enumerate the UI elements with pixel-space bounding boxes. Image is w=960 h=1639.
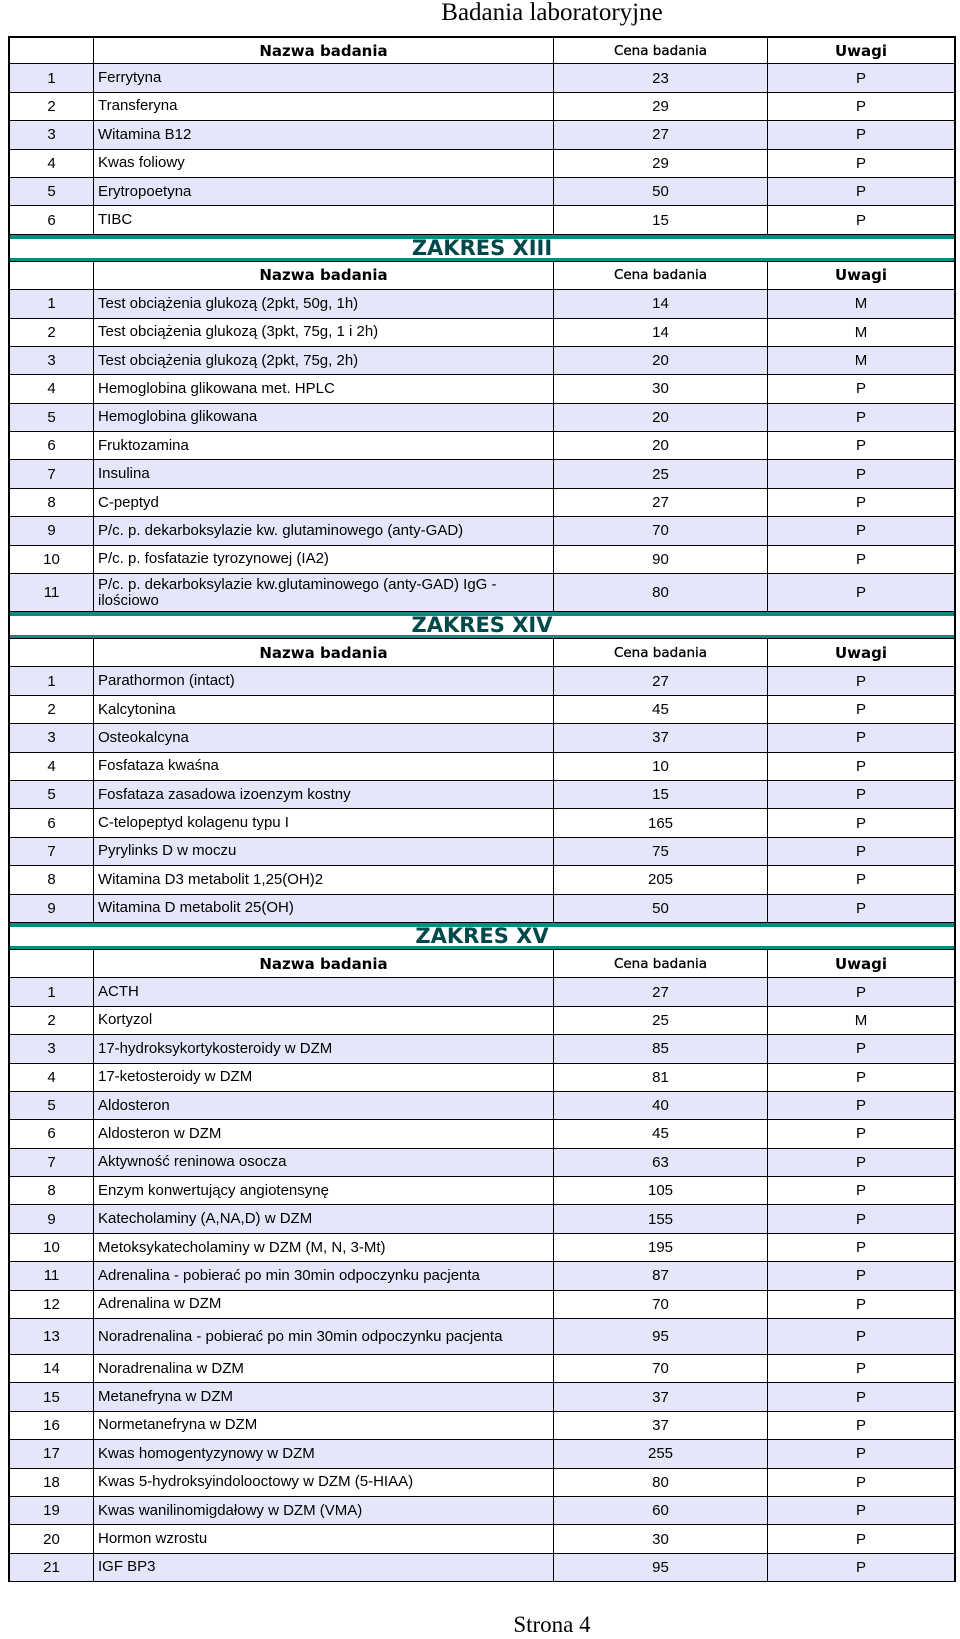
test-note: P bbox=[855, 1502, 866, 1520]
test-price: 14 bbox=[554, 290, 768, 317]
test-note: P bbox=[855, 899, 866, 917]
row-number: 15 bbox=[10, 1383, 94, 1410]
test-note: M bbox=[854, 323, 868, 341]
test-note: P bbox=[855, 211, 866, 229]
test-price: 40 bbox=[554, 1092, 768, 1119]
test-note: M bbox=[854, 295, 868, 313]
test-note: P bbox=[855, 465, 866, 483]
test-name: Witamina D3 metabolit 1,25(OH)2 bbox=[94, 866, 554, 893]
header-note: Uwagi bbox=[834, 41, 888, 60]
row-number: 13 bbox=[10, 1319, 94, 1354]
test-note: P bbox=[855, 757, 866, 775]
test-note: P bbox=[855, 126, 866, 144]
table-row bbox=[8, 1035, 956, 1063]
test-note: P bbox=[855, 1558, 866, 1576]
test-price: 27 bbox=[554, 121, 768, 148]
row-number: 14 bbox=[10, 1355, 94, 1382]
test-name: Test obciążenia glukozą (2pkt, 50g, 1h) bbox=[94, 290, 554, 317]
test-price: 30 bbox=[554, 1525, 768, 1552]
test-name: Normetanefryna w DZM bbox=[94, 1412, 554, 1439]
test-note: P bbox=[855, 1445, 866, 1463]
test-note: P bbox=[855, 584, 866, 602]
table-row bbox=[8, 1383, 956, 1411]
test-price: 20 bbox=[554, 404, 768, 431]
table-row bbox=[8, 781, 956, 809]
row-number: 5 bbox=[10, 781, 94, 808]
test-price: 81 bbox=[554, 1064, 768, 1091]
test-price: 37 bbox=[554, 1383, 768, 1410]
table-row bbox=[8, 1234, 956, 1262]
table-body bbox=[8, 290, 956, 612]
test-note: P bbox=[855, 1530, 866, 1548]
header-price: Cena badania bbox=[554, 38, 768, 63]
row-number: 1 bbox=[10, 667, 94, 694]
row-number: 11 bbox=[10, 1262, 94, 1289]
test-name: Ferrytyna bbox=[94, 64, 554, 91]
test-price: 75 bbox=[554, 838, 768, 865]
test-name: Hemoglobina glikowana bbox=[94, 404, 554, 431]
test-price: 10 bbox=[554, 753, 768, 780]
table-row bbox=[8, 1177, 956, 1205]
test-note: P bbox=[855, 1210, 866, 1228]
table-row bbox=[8, 978, 956, 1006]
row-number: 21 bbox=[10, 1554, 94, 1581]
test-name: P/c. p. dekarboksylazie kw. glutaminowego (anty-GAD) bbox=[94, 517, 554, 544]
test-name: Hemoglobina glikowana met. HPLC bbox=[94, 375, 554, 402]
table-row bbox=[8, 1440, 956, 1468]
test-note: P bbox=[855, 183, 866, 201]
test-name: Osteokalcyna bbox=[94, 724, 554, 751]
section-title: ZAKRES XV bbox=[415, 923, 549, 948]
test-price: 70 bbox=[554, 517, 768, 544]
test-price: 15 bbox=[554, 206, 768, 233]
header-number bbox=[10, 262, 94, 289]
test-price: 37 bbox=[554, 1412, 768, 1439]
test-price: 63 bbox=[554, 1149, 768, 1176]
table-row bbox=[8, 517, 956, 545]
row-number: 18 bbox=[10, 1469, 94, 1496]
table-row bbox=[8, 347, 956, 375]
test-note: P bbox=[855, 1153, 866, 1171]
table-row bbox=[8, 1262, 956, 1290]
table-row bbox=[8, 319, 956, 347]
test-price: 15 bbox=[554, 781, 768, 808]
test-price: 95 bbox=[554, 1554, 768, 1581]
header-number bbox=[10, 950, 94, 977]
table-row bbox=[8, 838, 956, 866]
table-body bbox=[8, 978, 956, 1582]
test-price: 60 bbox=[554, 1497, 768, 1524]
table-row bbox=[8, 1554, 956, 1582]
test-name: Pyrylinks D w moczu bbox=[94, 838, 554, 865]
test-price: 50 bbox=[554, 178, 768, 205]
test-note: P bbox=[855, 983, 866, 1001]
table-header bbox=[8, 639, 956, 667]
table-row bbox=[8, 895, 956, 923]
test-price: 105 bbox=[554, 1177, 768, 1204]
test-price: 20 bbox=[554, 347, 768, 374]
test-name: Metoksykatecholaminy w DZM (M, N, 3-Mt) bbox=[94, 1234, 554, 1261]
test-price: 155 bbox=[554, 1205, 768, 1232]
page-footer: Strona 4 bbox=[513, 1612, 591, 1637]
test-name: Aktywność reninowa osocza bbox=[94, 1149, 554, 1176]
test-note: P bbox=[855, 1388, 866, 1406]
test-price: 95 bbox=[554, 1319, 768, 1354]
table-row bbox=[8, 809, 956, 837]
test-note: P bbox=[855, 1416, 866, 1434]
test-name: TIBC bbox=[94, 206, 554, 233]
row-number: 16 bbox=[10, 1412, 94, 1439]
test-note: P bbox=[855, 380, 866, 398]
test-price: 255 bbox=[554, 1440, 768, 1467]
row-number: 6 bbox=[10, 1120, 94, 1147]
test-note: P bbox=[855, 729, 866, 747]
header-number bbox=[10, 639, 94, 666]
table-row bbox=[8, 489, 956, 517]
row-number: 6 bbox=[10, 809, 94, 836]
row-number: 10 bbox=[10, 546, 94, 573]
test-price: 195 bbox=[554, 1234, 768, 1261]
table-row bbox=[8, 1412, 956, 1440]
row-number: 19 bbox=[10, 1497, 94, 1524]
test-note: P bbox=[855, 672, 866, 690]
table-row bbox=[8, 1149, 956, 1177]
test-price: 29 bbox=[554, 150, 768, 177]
table-row bbox=[8, 667, 956, 695]
test-price: 27 bbox=[554, 978, 768, 1005]
table-row bbox=[8, 1355, 956, 1383]
test-name: Enzym konwertujący angiotensynę bbox=[94, 1177, 554, 1204]
test-name: Aldosteron w DZM bbox=[94, 1120, 554, 1147]
test-price: 70 bbox=[554, 1355, 768, 1382]
test-note: P bbox=[855, 1182, 866, 1200]
table-header bbox=[8, 36, 956, 64]
row-number: 5 bbox=[10, 178, 94, 205]
test-note: P bbox=[855, 1295, 866, 1313]
test-note: P bbox=[855, 701, 866, 718]
header-number bbox=[10, 38, 94, 63]
table-row bbox=[8, 1497, 956, 1525]
test-name: Noradrenalina w DZM bbox=[94, 1355, 554, 1382]
test-name: 17-hydroksykortykosteroidy w DZM bbox=[94, 1035, 554, 1062]
test-note: P bbox=[855, 408, 866, 426]
test-price: 80 bbox=[554, 574, 768, 611]
table-header bbox=[8, 950, 956, 978]
table-row bbox=[8, 1205, 956, 1233]
header-price: Cena badania bbox=[554, 262, 768, 289]
row-number: 3 bbox=[10, 1035, 94, 1062]
test-price: 70 bbox=[554, 1291, 768, 1318]
test-price: 50 bbox=[554, 895, 768, 922]
row-number: 1 bbox=[10, 978, 94, 1005]
test-note: P bbox=[855, 494, 866, 512]
table-row bbox=[8, 64, 956, 92]
test-name: Metanefryna w DZM bbox=[94, 1383, 554, 1410]
row-number: 3 bbox=[10, 724, 94, 751]
row-number: 8 bbox=[10, 866, 94, 893]
row-number: 6 bbox=[10, 432, 94, 459]
test-name: Insulina bbox=[94, 460, 554, 487]
test-note: P bbox=[855, 814, 866, 832]
table-row bbox=[8, 866, 956, 894]
table-row bbox=[8, 753, 956, 781]
row-number: 2 bbox=[10, 1007, 94, 1034]
test-price: 27 bbox=[554, 489, 768, 516]
table-row bbox=[8, 150, 956, 178]
header-note: Uwagi bbox=[834, 643, 888, 662]
page-title: Badania laboratoryjne bbox=[441, 0, 663, 26]
test-price: 14 bbox=[554, 319, 768, 346]
test-name: 17-ketosteroidy w DZM bbox=[94, 1064, 554, 1091]
table-row bbox=[8, 121, 956, 149]
table-body bbox=[8, 64, 956, 234]
test-name: Witamina D metabolit 25(OH) bbox=[94, 895, 554, 922]
test-price: 30 bbox=[554, 375, 768, 402]
table-row bbox=[8, 724, 956, 752]
test-name: Katecholaminy (A,NA,D) w DZM bbox=[94, 1205, 554, 1232]
table-row bbox=[8, 546, 956, 574]
test-name: Parathormon (intact) bbox=[94, 667, 554, 694]
section-header bbox=[8, 612, 956, 639]
table-row bbox=[8, 574, 956, 612]
row-number: 4 bbox=[10, 753, 94, 780]
table-row bbox=[8, 178, 956, 206]
test-name: Fruktozamina bbox=[94, 432, 554, 459]
row-number: 9 bbox=[10, 517, 94, 544]
section-title: ZAKRES XIII bbox=[411, 235, 553, 260]
test-price: 87 bbox=[554, 1262, 768, 1289]
row-number: 1 bbox=[10, 290, 94, 317]
test-name: Test obciążenia glukozą (2pkt, 75g, 2h) bbox=[94, 347, 554, 374]
row-number: 6 bbox=[10, 206, 94, 233]
row-number: 3 bbox=[10, 121, 94, 148]
row-number: 5 bbox=[10, 1092, 94, 1119]
row-number: 20 bbox=[10, 1525, 94, 1552]
test-name: C-telopeptyd kolagenu typu I bbox=[94, 809, 554, 836]
test-note: P bbox=[855, 154, 866, 172]
test-note: P bbox=[855, 1328, 866, 1346]
header-note: Uwagi bbox=[834, 266, 888, 285]
test-note: M bbox=[854, 352, 868, 370]
header-name: Nazwa badania bbox=[94, 262, 554, 289]
table-row bbox=[8, 460, 956, 488]
test-note: P bbox=[855, 1267, 866, 1285]
test-name: Transferyna bbox=[94, 93, 554, 120]
test-name: Adrenalina w DZM bbox=[94, 1291, 554, 1318]
section-header bbox=[8, 923, 956, 950]
test-name: Adrenalina - pobierać po min 30min odpoczynku pacjenta bbox=[94, 1262, 554, 1289]
row-number: 1 bbox=[10, 64, 94, 91]
test-note: P bbox=[855, 1473, 866, 1491]
test-name: IGF BP3 bbox=[94, 1554, 554, 1581]
table-row bbox=[8, 1064, 956, 1092]
test-name: Kwas foliowy bbox=[94, 150, 554, 177]
table-row bbox=[8, 432, 956, 460]
test-note: P bbox=[855, 1040, 866, 1058]
test-note: P bbox=[855, 550, 866, 568]
table-row bbox=[8, 1007, 956, 1035]
test-price: 27 bbox=[554, 667, 768, 694]
row-number: 17 bbox=[10, 1440, 94, 1467]
test-price: 23 bbox=[554, 64, 768, 91]
test-note: P bbox=[855, 1125, 866, 1143]
test-note: P bbox=[855, 871, 866, 889]
table-row bbox=[8, 290, 956, 318]
row-number: 5 bbox=[10, 404, 94, 431]
test-price: 25 bbox=[554, 1007, 768, 1034]
test-name: Noradrenalina - pobierać po min 30min odpoczynku pacjenta bbox=[94, 1319, 554, 1354]
test-name: Witamina B12 bbox=[94, 121, 554, 148]
row-number: 2 bbox=[10, 696, 94, 723]
test-name: P/c. p. dekarboksylazie kw.glutaminowego (anty-GAD) IgG - ilościowo bbox=[94, 574, 554, 611]
test-price: 20 bbox=[554, 432, 768, 459]
test-price: 29 bbox=[554, 93, 768, 120]
header-name: Nazwa badania bbox=[94, 950, 554, 977]
table-row bbox=[8, 1469, 956, 1497]
test-name: P/c. p. fosfatazie tyrozynowej (IA2) bbox=[94, 546, 554, 573]
test-note: P bbox=[855, 1360, 866, 1378]
test-name: Erytropoetyna bbox=[94, 178, 554, 205]
table-row bbox=[8, 696, 956, 724]
table-row bbox=[8, 1525, 956, 1553]
test-price: 45 bbox=[554, 1120, 768, 1147]
test-name: Kalcytonina bbox=[94, 696, 554, 723]
table-row bbox=[8, 404, 956, 432]
test-price: 85 bbox=[554, 1035, 768, 1062]
row-number: 9 bbox=[10, 1205, 94, 1232]
row-number: 2 bbox=[10, 319, 94, 346]
header-price: Cena badania bbox=[554, 639, 768, 666]
test-price: 90 bbox=[554, 546, 768, 573]
test-price: 165 bbox=[554, 809, 768, 836]
row-number: 7 bbox=[10, 460, 94, 487]
header-name: Nazwa badania bbox=[94, 38, 554, 63]
table-row bbox=[8, 1092, 956, 1120]
table-body bbox=[8, 667, 956, 923]
test-note: P bbox=[855, 437, 866, 455]
row-number: 8 bbox=[10, 1177, 94, 1204]
test-note: P bbox=[855, 786, 866, 804]
test-name: Fosfataza zasadowa izoenzym kostny bbox=[94, 781, 554, 808]
test-name: Hormon wzrostu bbox=[94, 1525, 554, 1552]
test-name: Aldosteron bbox=[94, 1092, 554, 1119]
test-note: P bbox=[855, 522, 866, 540]
row-number: 9 bbox=[10, 895, 94, 922]
test-note: P bbox=[855, 1097, 866, 1115]
header-name: Nazwa badania bbox=[94, 639, 554, 666]
test-note: P bbox=[855, 69, 866, 87]
row-number: 4 bbox=[10, 1064, 94, 1091]
row-number: 2 bbox=[10, 93, 94, 120]
test-note: M bbox=[854, 1011, 868, 1029]
table-header bbox=[8, 262, 956, 290]
row-number: 4 bbox=[10, 150, 94, 177]
row-number: 3 bbox=[10, 347, 94, 374]
test-note: P bbox=[855, 97, 866, 115]
row-number: 8 bbox=[10, 489, 94, 516]
section-header bbox=[8, 235, 956, 262]
row-number: 10 bbox=[10, 1234, 94, 1261]
test-note: P bbox=[855, 1239, 866, 1257]
header-price: Cena badania bbox=[554, 950, 768, 977]
test-name: Kortyzol bbox=[94, 1007, 554, 1034]
table-row bbox=[8, 93, 956, 121]
header-note: Uwagi bbox=[834, 954, 888, 973]
section-title: ZAKRES XIV bbox=[411, 613, 553, 638]
row-number: 7 bbox=[10, 1149, 94, 1176]
test-name: Fosfataza kwaśna bbox=[94, 753, 554, 780]
table-row bbox=[8, 1319, 956, 1355]
test-price: 45 bbox=[554, 696, 768, 723]
test-name: ACTH bbox=[94, 978, 554, 1005]
row-number: 4 bbox=[10, 375, 94, 402]
row-number: 12 bbox=[10, 1291, 94, 1318]
row-number: 7 bbox=[10, 838, 94, 865]
table-row bbox=[8, 206, 956, 234]
test-name: Kwas homogentyzynowy w DZM bbox=[94, 1440, 554, 1467]
test-name: C-peptyd bbox=[94, 489, 554, 516]
test-note: P bbox=[855, 1068, 866, 1086]
table-row bbox=[8, 375, 956, 403]
table-row bbox=[8, 1120, 956, 1148]
test-name: Kwas 5-hydroksyindolooctowy w DZM (5-HIAA) bbox=[94, 1469, 554, 1496]
test-price: 25 bbox=[554, 460, 768, 487]
price-table bbox=[8, 36, 956, 1582]
test-price: 80 bbox=[554, 1469, 768, 1496]
test-note: P bbox=[855, 842, 866, 860]
test-name: Kwas wanilinomigdałowy w DZM (VMA) bbox=[94, 1497, 554, 1524]
table-row bbox=[8, 1291, 956, 1319]
test-price: 205 bbox=[554, 866, 768, 893]
row-number: 11 bbox=[10, 574, 94, 611]
test-name: Test obciążenia glukozą (3pkt, 75g, 1 i 2h) bbox=[94, 319, 554, 346]
test-price: 37 bbox=[554, 724, 768, 751]
